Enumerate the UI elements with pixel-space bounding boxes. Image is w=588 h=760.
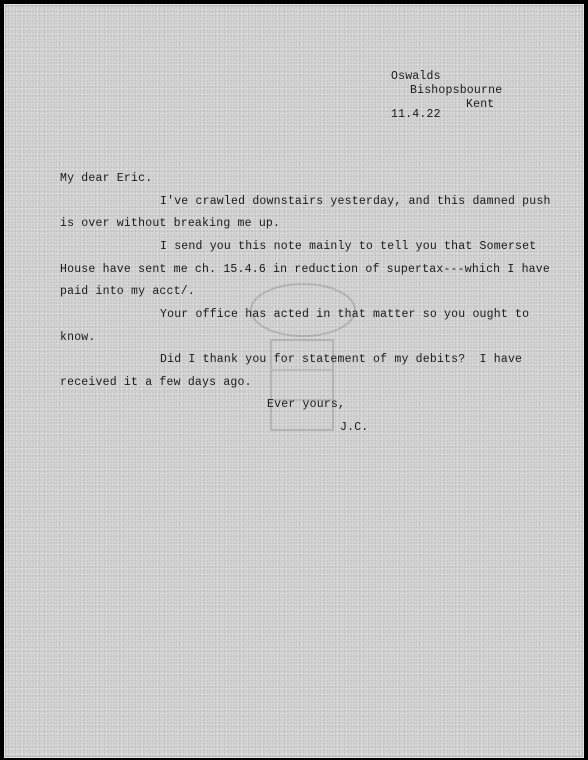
salutation: My dear Eric.: [60, 172, 153, 185]
body-line-6: Your office has acted in that matter so you ought to: [160, 308, 530, 321]
body-line-9: received it a few days ago.: [60, 376, 252, 389]
body-line-1: I've crawled downstairs yesterday, and this damned push: [160, 195, 551, 208]
body-line-4: House have sent me ch. 15.4.6 in reduction of supertax---which I have: [60, 263, 550, 276]
body-line-7: know.: [60, 331, 96, 344]
address-line-2: Bishopsbourne: [410, 84, 503, 97]
letter-date: 11.4.22: [391, 108, 441, 121]
address-line-3: Kent: [466, 98, 495, 111]
letter-page: [4, 4, 584, 758]
signature: J.C.: [340, 421, 369, 434]
body-line-8: Did I thank you for statement of my debits? I have: [160, 353, 523, 366]
address-line-1: Oswalds: [391, 70, 441, 83]
body-line-3: I send you this note mainly to tell you that Somerset: [160, 240, 537, 253]
body-line-5: paid into my acct/.: [60, 285, 195, 298]
body-line-2: is over without breaking me up.: [60, 217, 281, 230]
closing: Ever yours,: [267, 398, 346, 411]
